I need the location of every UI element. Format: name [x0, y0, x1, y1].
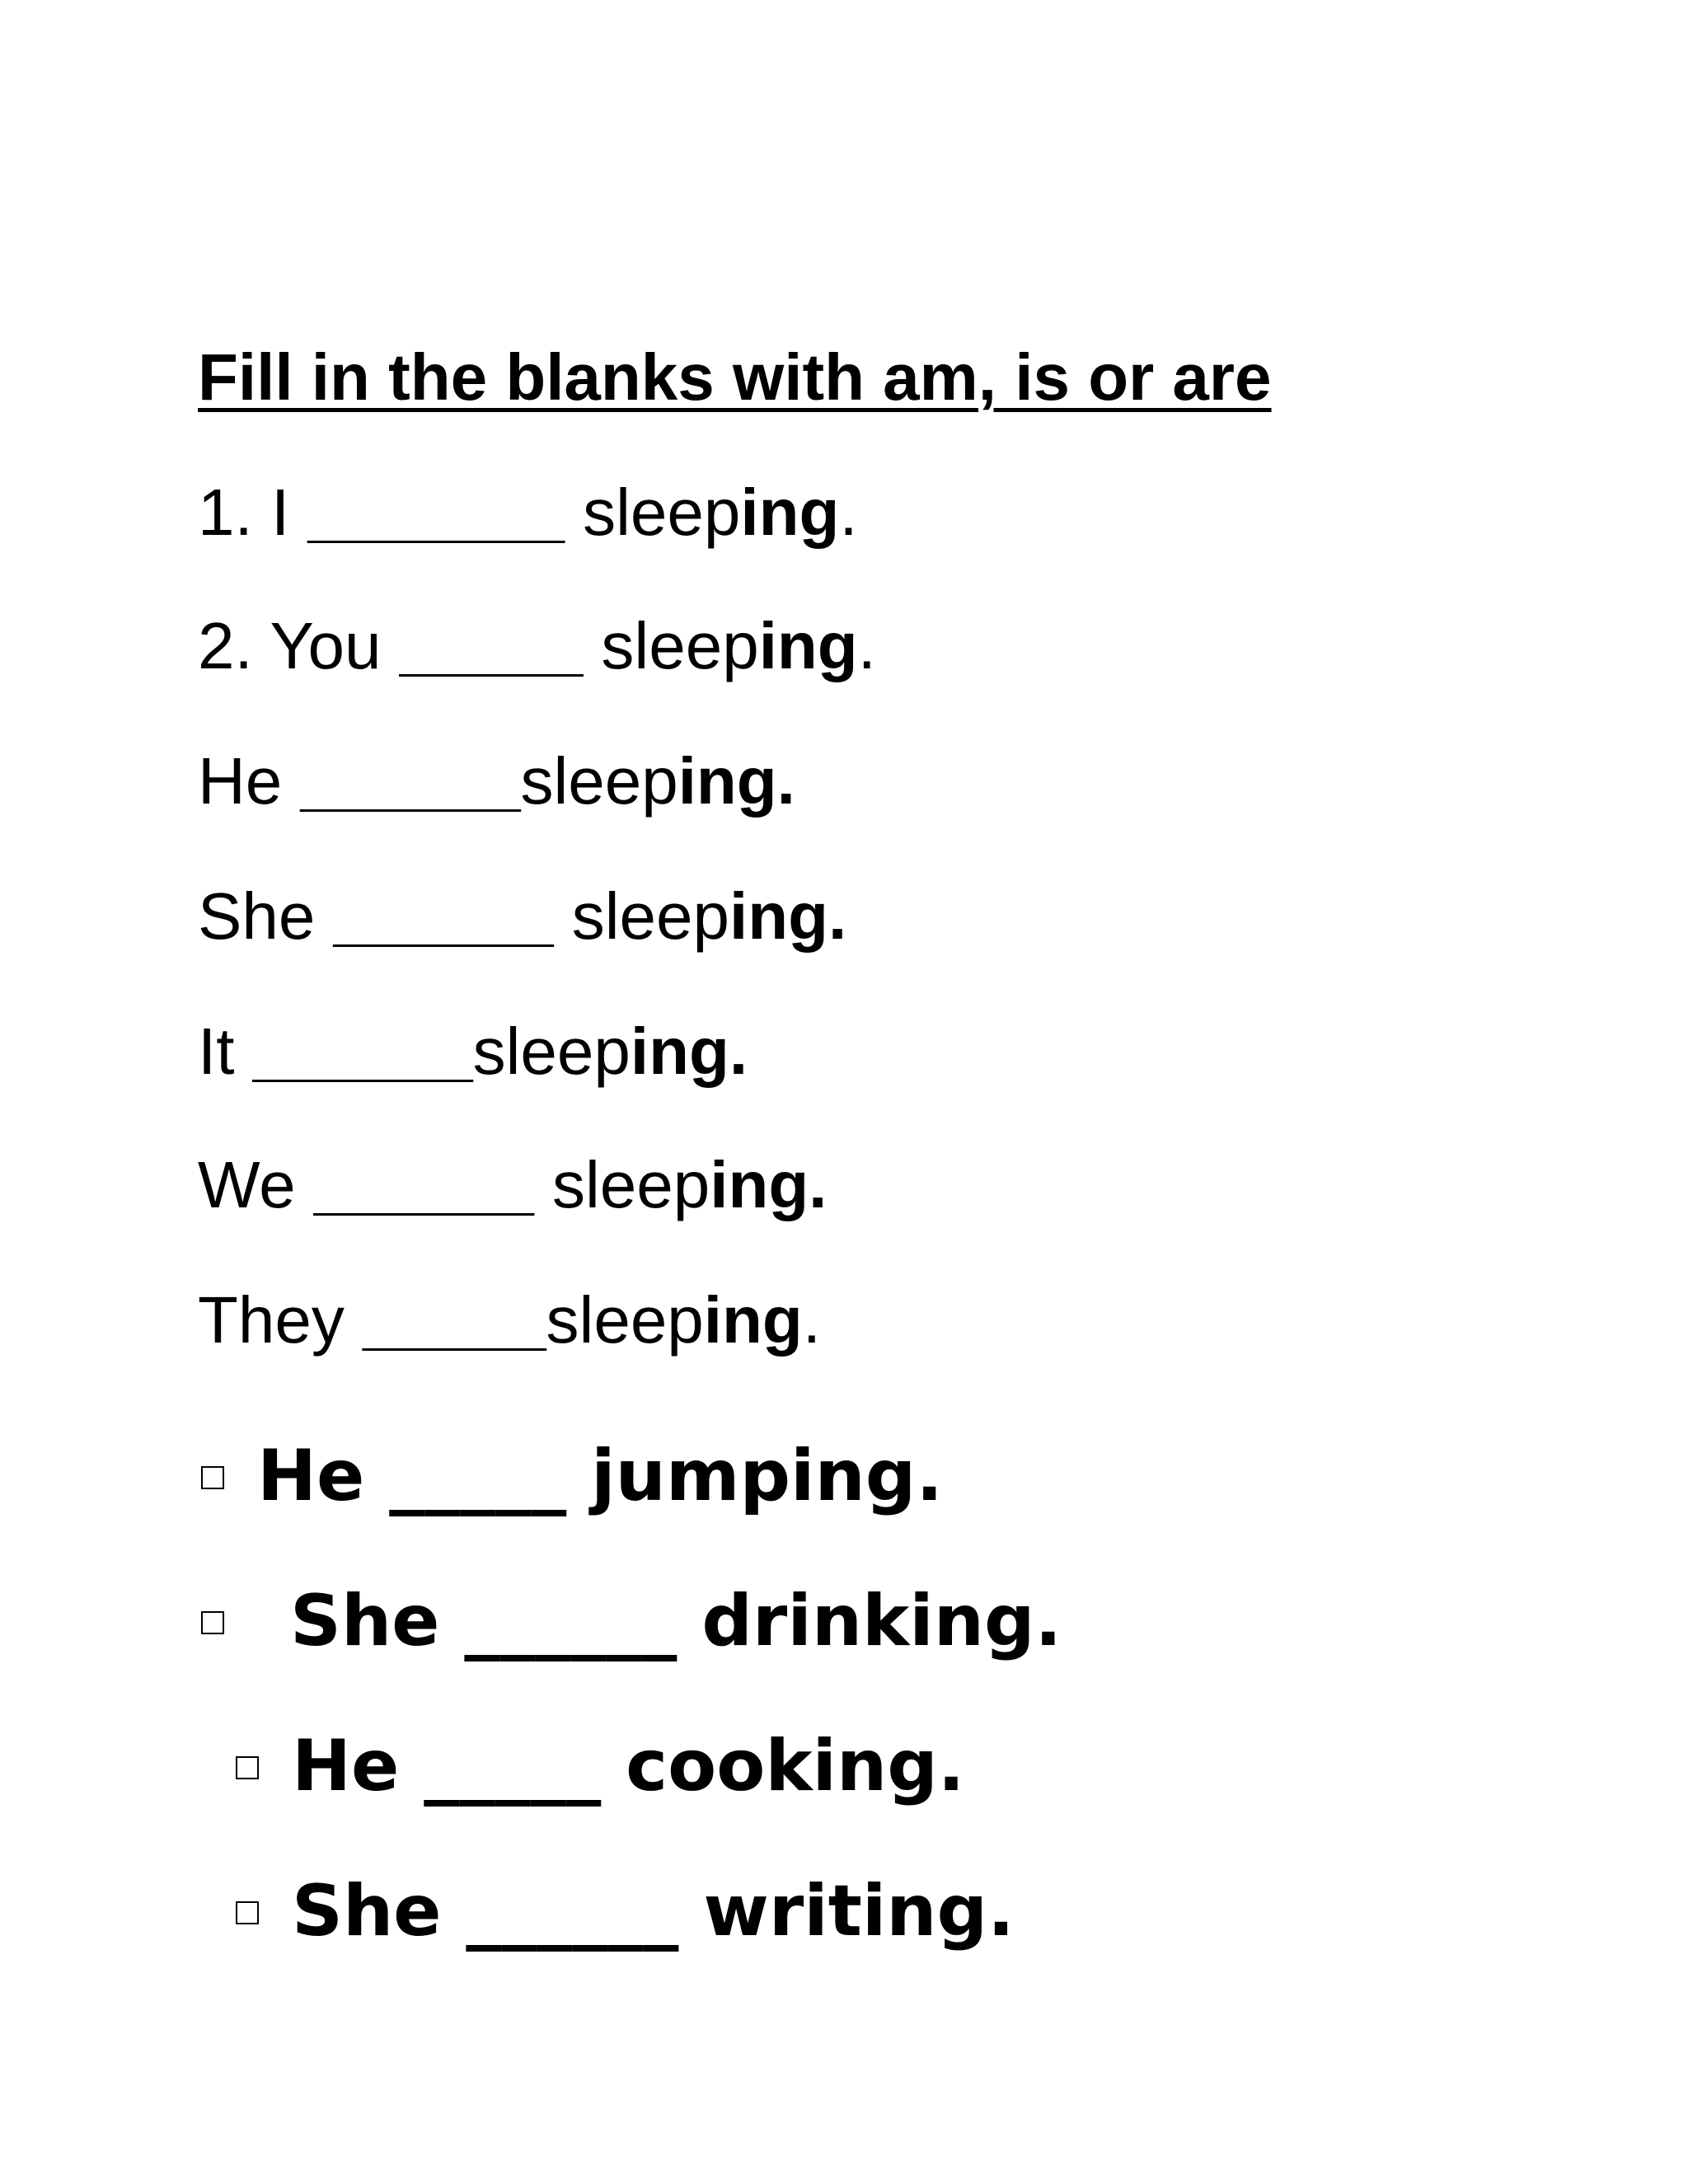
- end-punct: .: [839, 476, 858, 549]
- answer-blank[interactable]: ______: [300, 744, 521, 818]
- verb-suffix: ing: [758, 609, 858, 682]
- subject: She: [198, 879, 334, 953]
- verb: sleep: [553, 879, 730, 953]
- checkbox-icon[interactable]: [201, 1611, 224, 1634]
- answer-blank[interactable]: ______: [333, 879, 554, 953]
- subject: They: [198, 1283, 363, 1357]
- verb-suffix: ing.: [630, 1015, 748, 1088]
- answer-blank[interactable]: ______: [313, 1148, 534, 1221]
- bullet-item-1: [201, 1435, 943, 1517]
- end-punct: .: [857, 609, 876, 682]
- verb: sleep: [472, 1015, 631, 1088]
- verb: sleep: [520, 744, 678, 818]
- checkbox-icon[interactable]: [236, 1756, 259, 1779]
- bullet-item-2: [201, 1580, 1062, 1662]
- verb: sleep: [564, 476, 741, 549]
- bullet-text: She ______ drinking.: [290, 1580, 1062, 1662]
- subject: It: [198, 1015, 253, 1088]
- exercise-line-6: [198, 1148, 828, 1221]
- exercise-line-7: [198, 1283, 821, 1357]
- subject: We: [198, 1148, 314, 1221]
- exercise-line-2: [198, 609, 876, 682]
- subject: 2. You: [198, 609, 400, 682]
- exercise-line-5: [198, 1015, 748, 1088]
- answer-blank[interactable]: _____: [363, 1283, 546, 1357]
- bullet-item-3: [236, 1725, 965, 1807]
- subject: He: [198, 744, 301, 818]
- checkbox-icon[interactable]: [201, 1466, 224, 1489]
- exercise-line-4: [198, 879, 847, 953]
- answer-blank[interactable]: ______: [252, 1015, 473, 1088]
- exercise-line-3: [198, 744, 795, 818]
- verb: sleep: [533, 1148, 710, 1221]
- verb-suffix: ing: [703, 1283, 803, 1357]
- bullet-text: She ______ writing.: [292, 1870, 1015, 1952]
- checkbox-icon[interactable]: [236, 1901, 259, 1924]
- verb: sleep: [546, 1283, 704, 1357]
- verb-suffix: ing.: [678, 744, 795, 818]
- bullet-text: He _____ jumping.: [257, 1435, 943, 1517]
- bullet-item-4: [236, 1870, 1015, 1952]
- verb-suffix: ing.: [729, 879, 847, 953]
- end-punct: .: [802, 1283, 821, 1357]
- worksheet-title: Fill in the blanks with am, is or are: [198, 340, 1272, 414]
- answer-blank[interactable]: _______: [307, 476, 565, 549]
- subject: 1. I: [198, 476, 308, 549]
- exercise-line-1: [198, 476, 858, 549]
- verb-suffix: ing: [740, 476, 840, 549]
- bullet-text: He _____ cooking.: [292, 1725, 965, 1807]
- answer-blank[interactable]: _____: [399, 609, 584, 682]
- verb-suffix: ing.: [710, 1148, 828, 1221]
- verb: sleep: [583, 609, 759, 682]
